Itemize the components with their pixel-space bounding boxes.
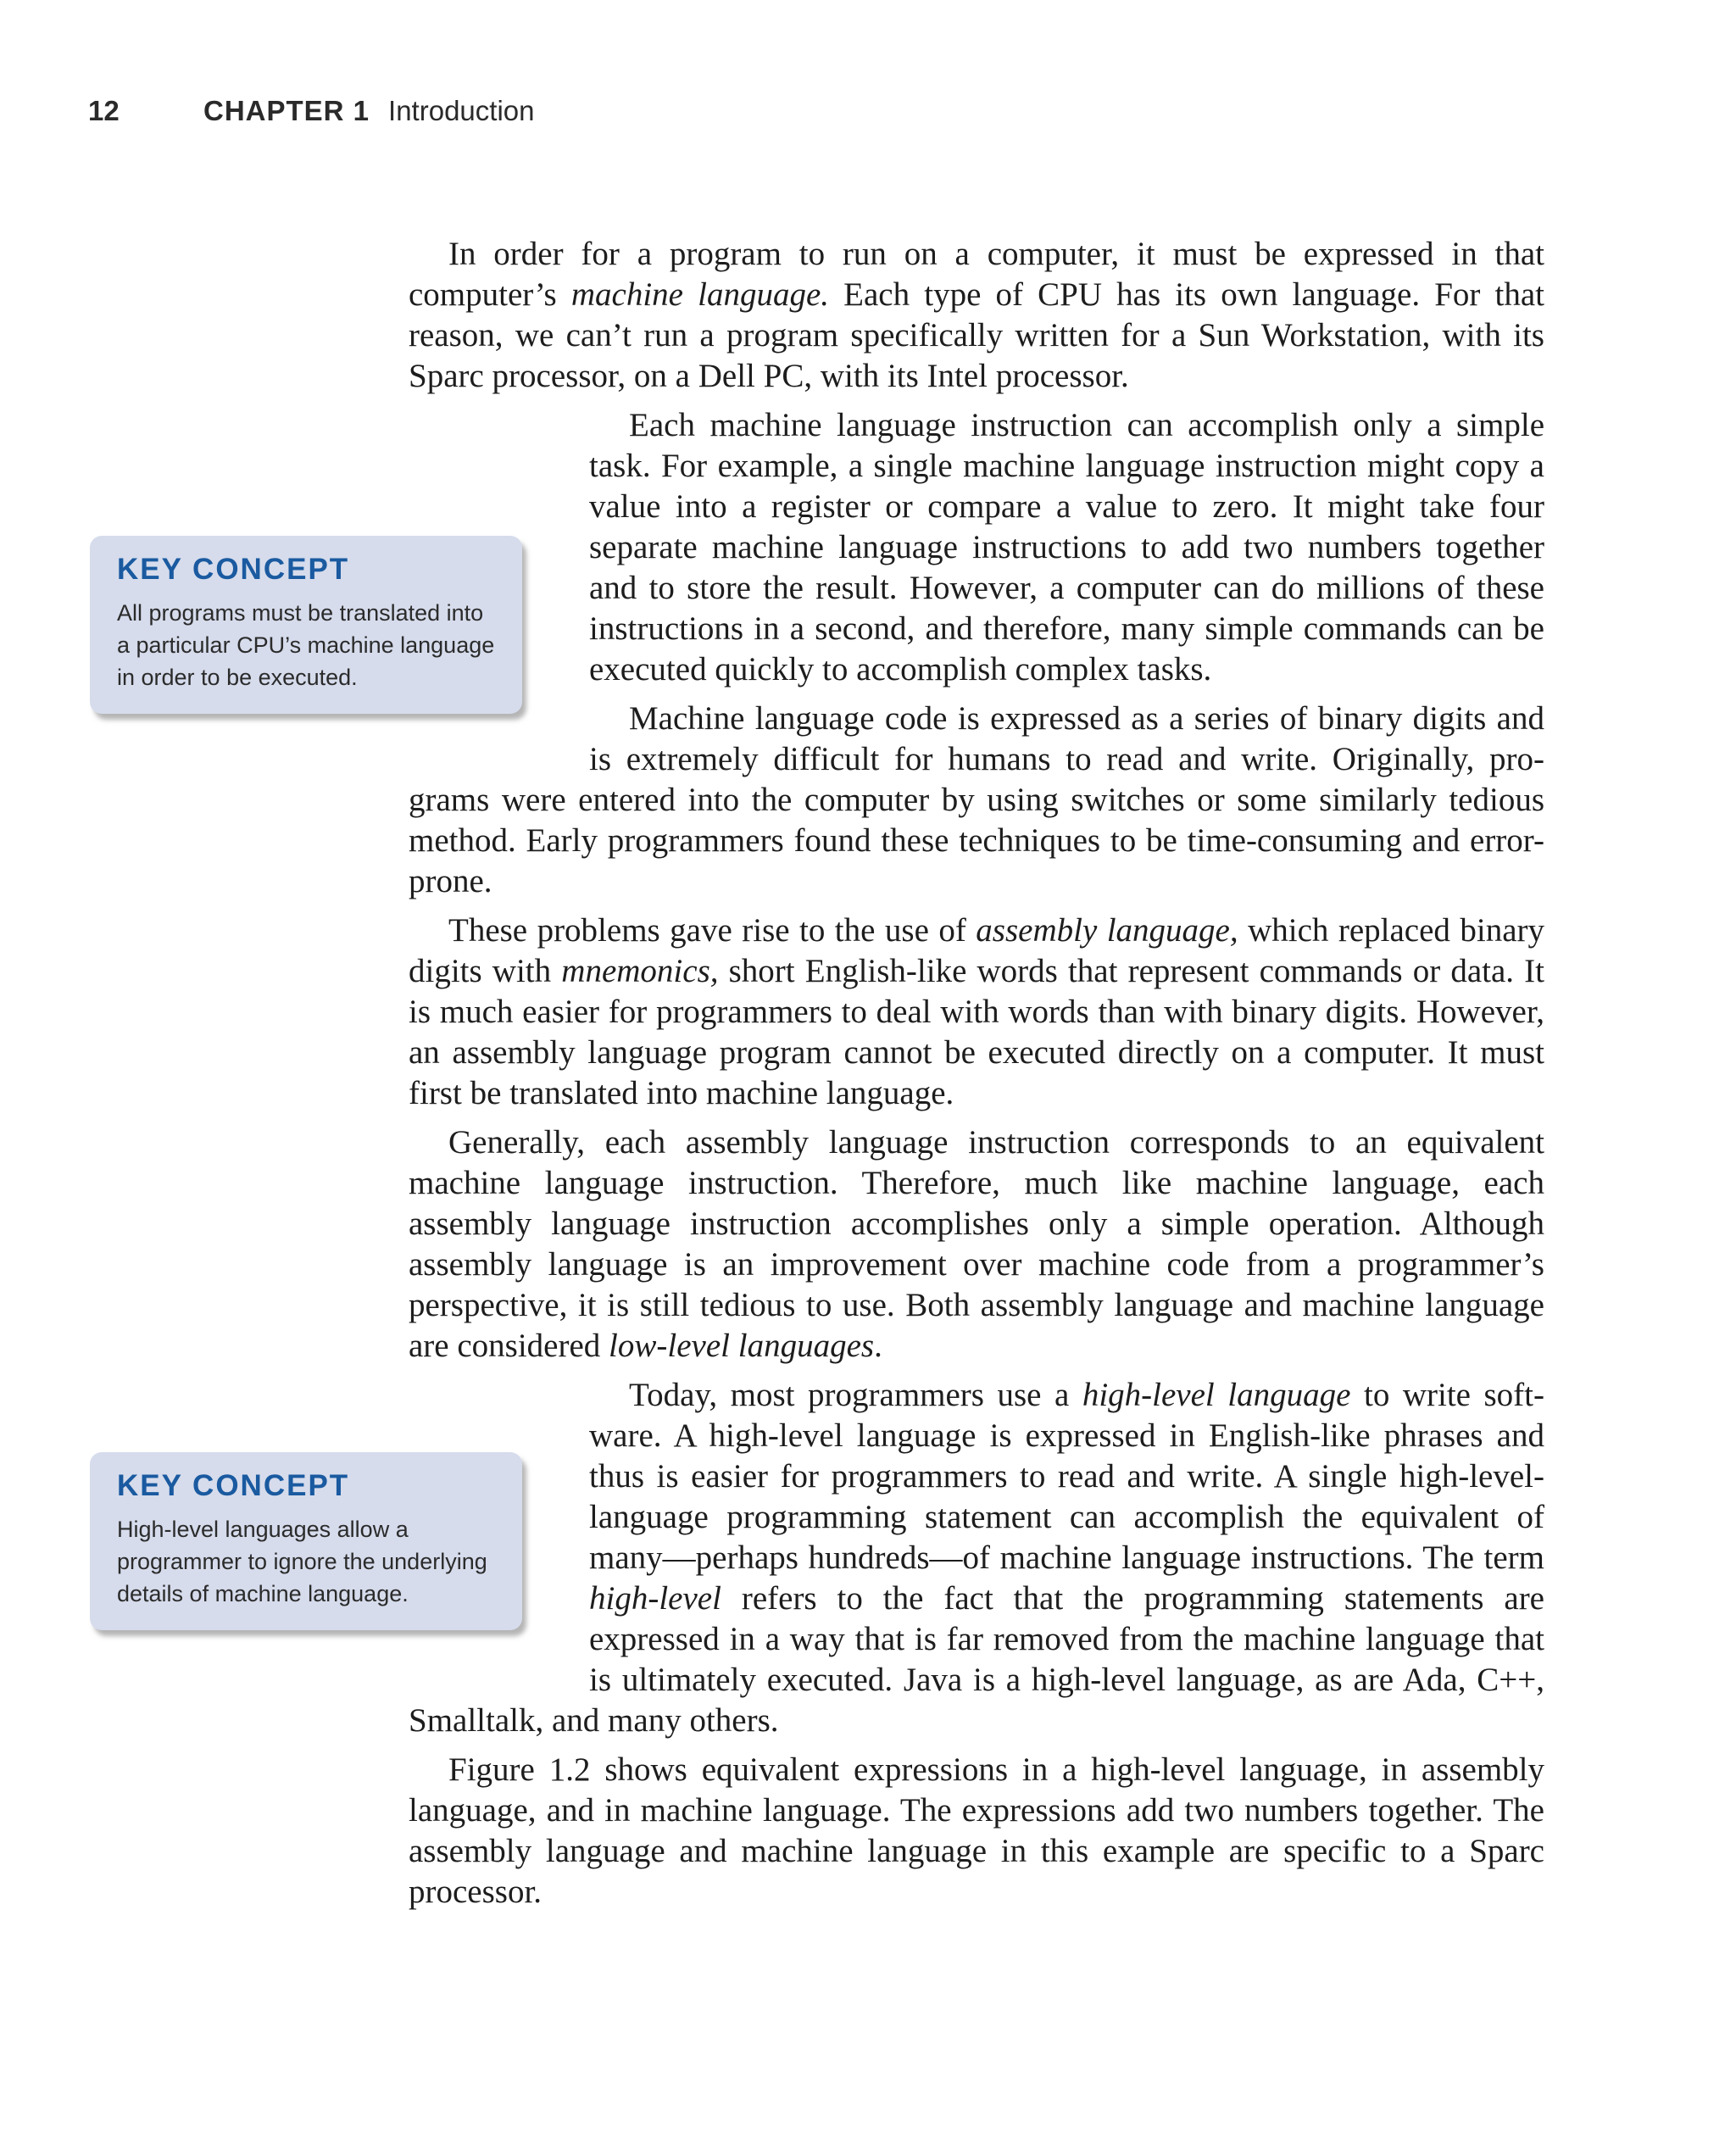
term-mnemonics: mnemonics,	[561, 953, 719, 989]
term-low-level-languages: low-level languages	[609, 1328, 875, 1364]
body-text	[409, 234, 1544, 1921]
paragraph-1: In order for a program to run on a computer, it must be expressed in that computer’s machine language. Each type of CPU has its own language. For that reason, we can’t run a program specifically written for a Sun Workstation, with its Sparc processor, on a Dell PC, with its Intel processor.	[409, 236, 1544, 394]
key-concept-text: High-level languages allow a programmer to ignore the underlying details of machine language.	[117, 1517, 487, 1606]
paragraph-2: Each machine language instruction can accomplish only a simple task. For example, a single machine language instruction might copy a value into a register or compare a value to zero. It might take four separate machine language instructions to add two numbers together and to store the result. However, a computer can do millions of these instructions in a second, and therefore, many simple commands can be executed quickly to accomplish complex tasks.	[589, 407, 1544, 688]
page-header	[88, 95, 534, 137]
paragraph-6: Today, most programmers use a high-level language to write software. A high-level language is expressed in English-like phrases and thus is easier for programmers to read and write. A single high-level-language programming statement can accomplish the equivalent of many—perhaps hundreds—of machine language instructions. The term high-level refers to the fact that the programming statements are expressed in a way that is far removed from the machine language that is ultimately executed. Java is a high-level language, as are Ada, C++, Smalltalk, and many others.	[409, 1377, 1545, 1739]
chapter-title: Introduction	[388, 95, 535, 126]
term-machine-language: machine language.	[570, 276, 830, 313]
paragraph-5: Generally, each assembly language instruction corresponds to an equivalent machine language instruction. Therefore, much like machine language, each assembly language instruction accomplishes only a simple operation. Although assembly language is an improvement over machine code from a programmer’s perspective, it is still tedious to use. Both assembly language and machine language are considered low-level languages.	[409, 1124, 1544, 1364]
key-concept-heading: KEY CONCEPT	[117, 553, 350, 586]
page-number: 12	[88, 95, 120, 126]
paragraph-3: Machine language code is expressed as a series of binary digits and is extremely difficult for humans to read and write. Originally, programs were entered into the computer by using switches or some similarly tedious method. Early programmers found these techniques to be time-consuming and error-prone.	[409, 700, 1544, 899]
paragraph-4: These problems gave rise to the use of assembly language, which replaced binary digits with mnemonics, short English-like words that represent commands or data. It is much easier for programmers to deal with words than with binary digits. However, an assembly language program cannot be executed directly on a computer. It must first be translated into machine language.	[409, 912, 1544, 1111]
chapter-label: CHAPTER 1	[203, 95, 370, 126]
key-concept-text: All programs must be translated into a particular CPU’s machine language in order to be executed.	[117, 600, 495, 690]
key-concept-heading: KEY CONCEPT	[117, 1469, 350, 1502]
term-high-level: high-level	[589, 1580, 721, 1617]
term-assembly-language: assembly language,	[976, 912, 1238, 949]
paragraph-7: Figure 1.2 shows equivalent expressions in a high-level language, in assembly language, and in machine language. The expressions add two numbers together. The assembly language and machine language in this example are specific to a Sparc processor.	[409, 1751, 1544, 1910]
term-high-level-language: high-level language	[1082, 1377, 1351, 1413]
